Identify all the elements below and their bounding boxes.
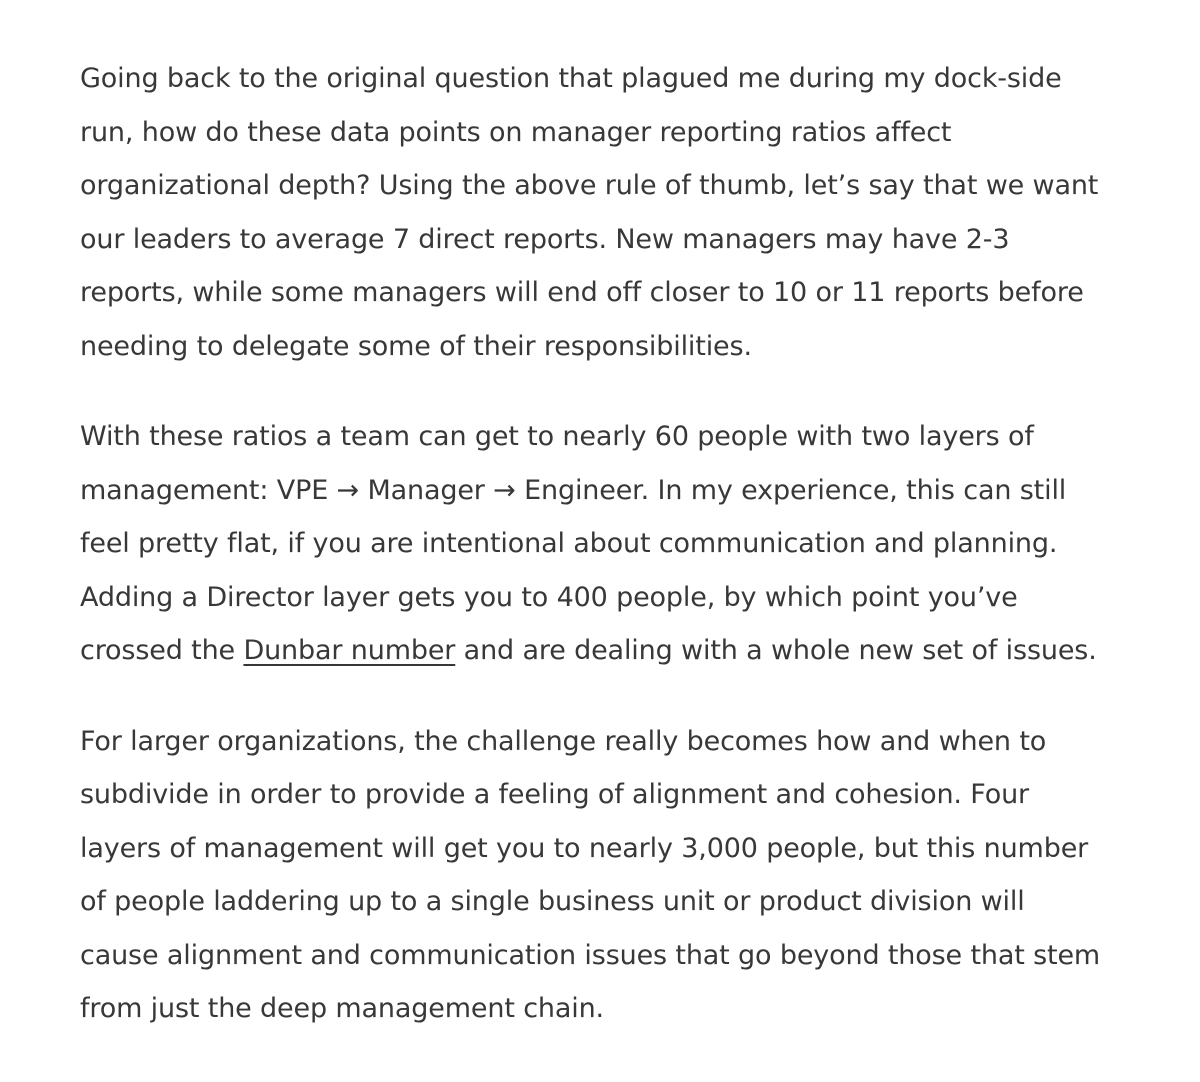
- text-line: feel pretty flat, if you are intentional about communication and planning.: [80, 528, 1058, 559]
- text-segment: crossed the: [80, 635, 244, 666]
- text-line: of people laddering up to a single business unit or product division will: [80, 886, 1025, 917]
- text-line: cause alignment and communication issues that go beyond those that stem: [80, 939, 1101, 971]
- text-line: run, how do these data points on manager reporting ratios affect: [80, 116, 952, 148]
- text-segment: and are dealing with a whole new set of issues.: [455, 635, 1097, 666]
- paragraph-1: [80, 52, 1140, 373]
- text-line: layers of management will get you to nearly 3,000 people, but this number: [80, 832, 1089, 864]
- text-line: [80, 624, 1140, 678]
- text-line: subdivide in order to provide a feeling of alignment and cohesion. Four: [80, 779, 1029, 810]
- paragraph-3: [80, 715, 1140, 1036]
- paragraph-2: [80, 410, 1140, 678]
- text-line: With these ratios a team can get to nearly 60 people with two layers of: [80, 421, 1034, 452]
- text-line: organizational depth? Using the above rule of thumb, let’s say that we want: [80, 170, 1099, 201]
- text-line: management: VPE → Manager → Engineer. In my experience, this can still: [80, 474, 1067, 506]
- text-line: from just the deep management chain.: [80, 993, 604, 1024]
- text-line: reports, while some managers will end off closer to 10 or 11 reports before: [80, 277, 1084, 308]
- text-line: Going back to the original question that plagued me during my dock-side: [80, 63, 1062, 94]
- article-body: [80, 52, 1140, 1073]
- dunbar-number-link[interactable]: Dunbar number: [243, 635, 456, 666]
- text-line: our leaders to average 7 direct reports. New managers may have 2-3: [80, 223, 1010, 255]
- text-line: For larger organizations, the challenge really becomes how and when to: [80, 725, 1047, 757]
- text-line: Adding a Director layer gets you to 400 people, by which point you’ve: [80, 581, 1018, 613]
- text-line: needing to delegate some of their responsibilities.: [80, 330, 752, 362]
